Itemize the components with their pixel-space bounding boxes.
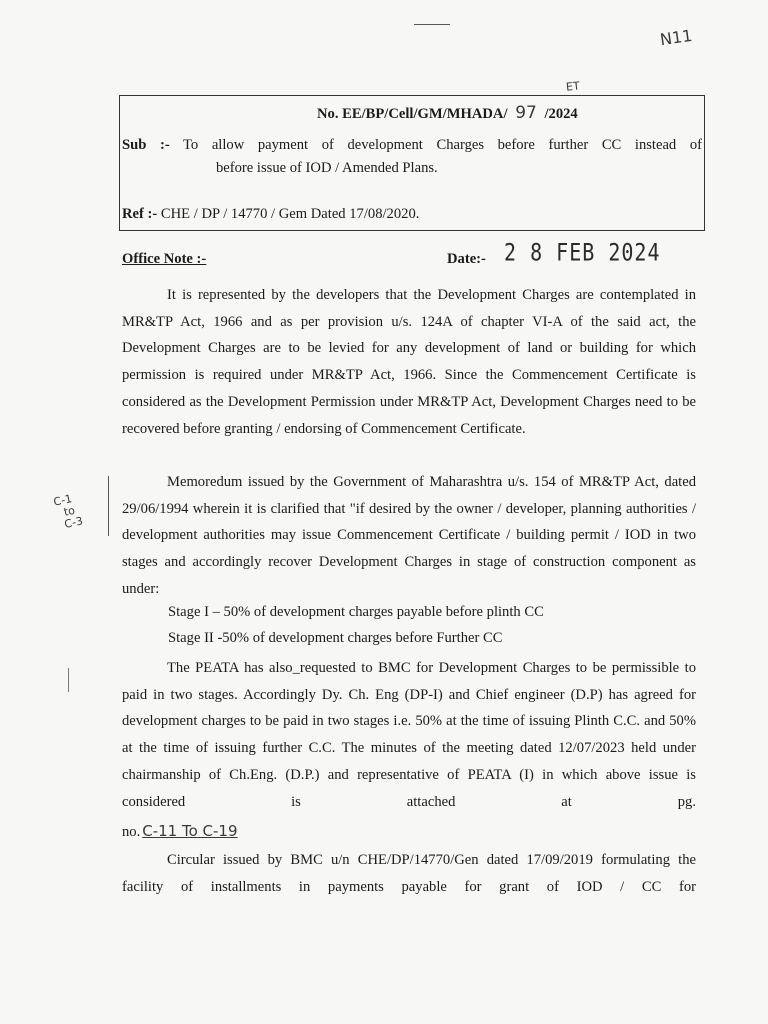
top-dash-mark	[414, 24, 450, 25]
paragraph-4: Circular issued by BMC u/n CHE/DP/14770/Gen dated 17/09/2019 formulating the facility of installments in payments payable for grant of IOD / CC for	[122, 852, 696, 895]
reference-label: Ref :-	[122, 206, 158, 222]
paragraph-3-tail-handwritten: C-11 To C-19	[142, 822, 238, 840]
frame-divider-line	[119, 230, 705, 231]
paragraph-3-tail	[122, 822, 238, 841]
date-label: Date:-	[447, 251, 486, 267]
margin-bracket-line-2	[68, 668, 69, 692]
page-number-handwritten: N11	[658, 25, 694, 50]
subject-text-1: To allow payment of development Charges before further CC instead of	[183, 137, 702, 153]
margin-note-line-1: C-1	[52, 492, 74, 509]
subject-text-2: before issue of IOD / Amended Plans.	[216, 160, 438, 176]
paragraph-3-tail-prefix: no.	[122, 824, 141, 840]
left-margin-note	[53, 492, 85, 532]
margin-bracket-line-1	[108, 476, 109, 536]
subject-label: Sub :-	[122, 137, 170, 153]
office-note-label: Office Note :-	[122, 251, 207, 267]
reference-line	[122, 203, 419, 226]
paragraph-2: Memoredum issued by the Government of Maharashtra u/s. 154 of MR&TP Act, dated 29/06/1994 wherein it is clarified that "if desired by the owner / developer, planning authorities / development authorities may issue Commencement Certificate / building permit / IOD in two stages and accordingly recover Development Charges in stage of construction component as under:	[122, 474, 696, 597]
subject-line-2	[216, 157, 438, 180]
frame-left-line-top	[119, 95, 120, 230]
ref-no-handwritten: 97	[515, 103, 537, 123]
paragraph-1: It is represented by the developers that the Development Charges are contemplated in MR&TP Act, 1966 and as per provision u/s. 124A of chapter VI-A of the said act, the Development Charges are to be levied for any development of land or building for which permission is required under MR&TP Act, 1966. Since the Commencement Certificate is considered as the Development Permission under MR&TP Act, Development Charges need to be recovered before granting / endorsing of Commencement Certificate.	[122, 287, 696, 437]
margin-note-line-3: C-3	[63, 514, 85, 531]
date-stamp: 2 8 FEB 2024	[504, 237, 661, 267]
ref-no-prefix: No. EE/BP/Cell/GM/MHADA/	[317, 106, 508, 122]
stage-2: Stage II -50% of development charges before Further CC	[168, 630, 503, 646]
frame-top-line	[119, 95, 705, 96]
subject-line-1	[122, 134, 702, 157]
ref-no-suffix: /2024	[544, 106, 578, 122]
et-mark: ET	[565, 79, 581, 94]
paragraph-3: The PEATA has also_requested to BMC for Development Charges to be permissible to paid in two stages. Accordingly Dy. Ch. Eng (DP-I) and Chief engineer (D.P) has agreed for development charges to be paid in two stages i.e. 50% at the time of issuing Plinth C.C. and 50% at the time of issuing further C.C. The minutes of the meeting dated 12/07/2023 held under chairmanship of Ch.Eng. (D.P.) and representative of PEATA (I) in which above issue is considered is attached at pg.	[122, 660, 696, 810]
reference-number	[317, 103, 578, 123]
stage-1: Stage I – 50% of development charges payable before plinth CC	[168, 604, 544, 620]
reference-text: CHE / DP / 14770 / Gem Dated 17/08/2020.	[160, 206, 420, 222]
margin-note-line-2: to	[62, 503, 77, 519]
frame-right-line	[704, 95, 705, 230]
